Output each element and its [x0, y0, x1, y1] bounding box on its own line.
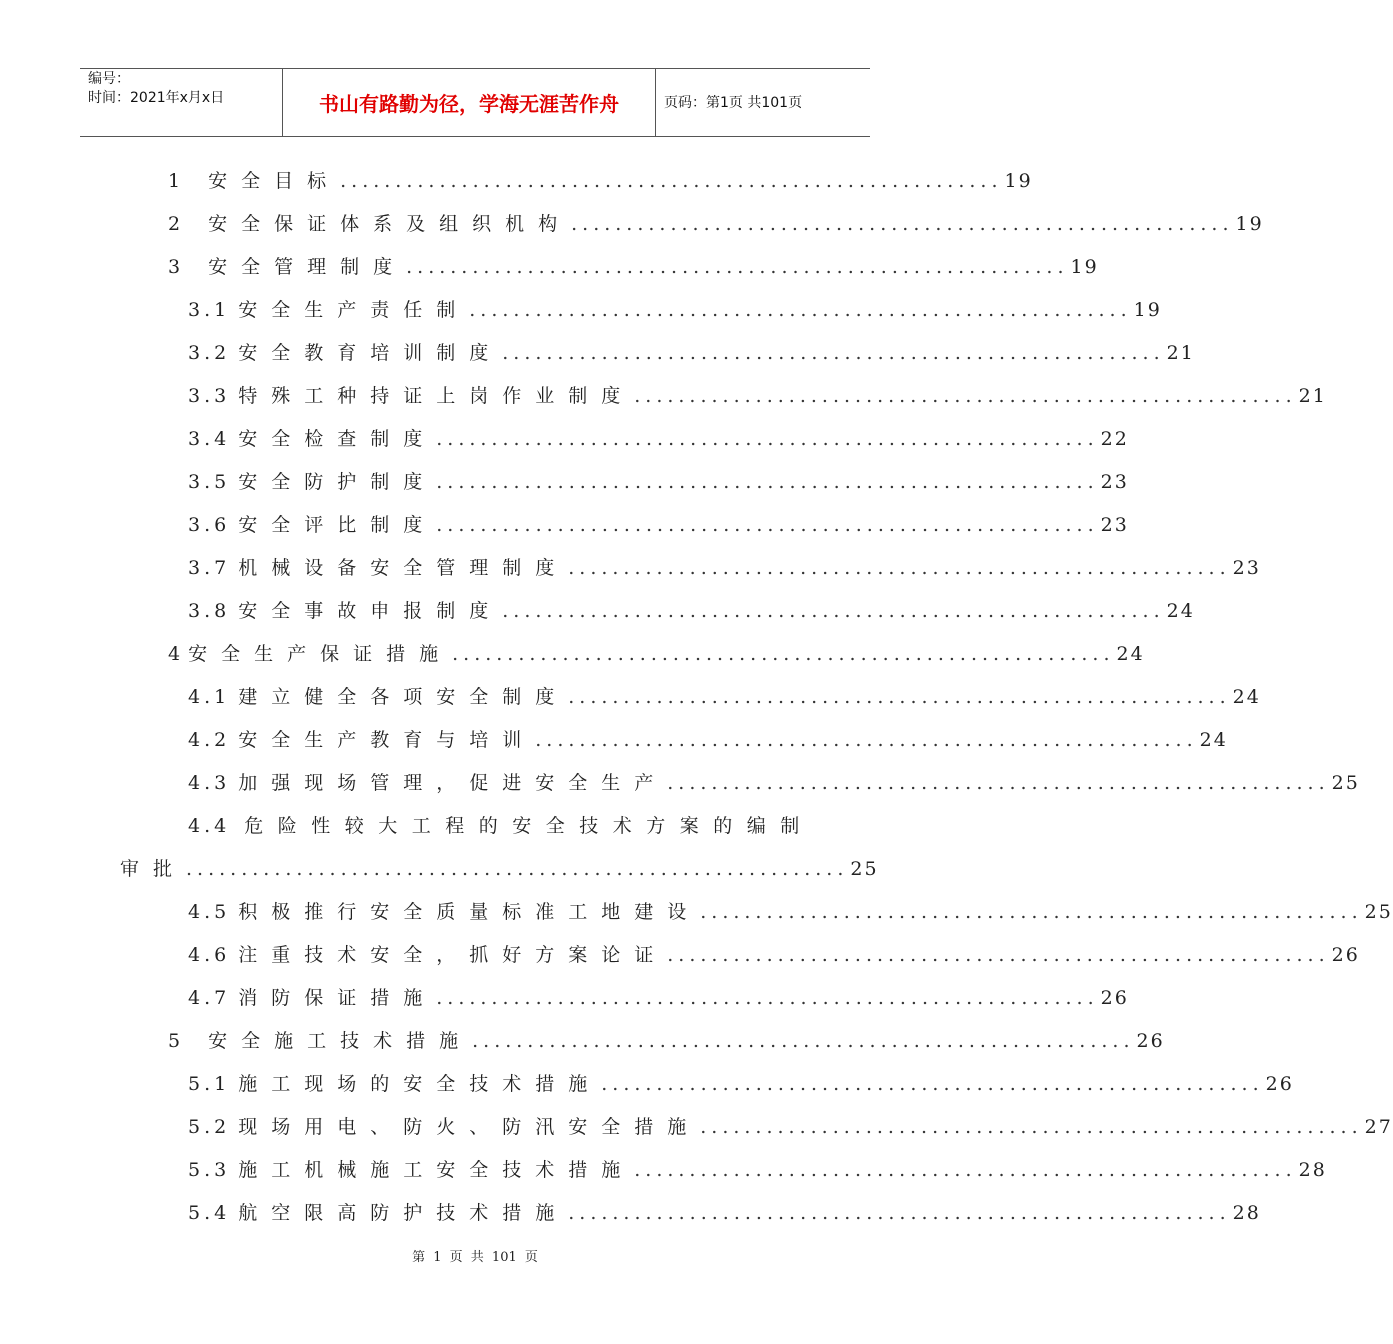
toc-page: 26 [1136, 1030, 1165, 1052]
toc-number: 3.7 [188, 557, 231, 579]
toc-title: 安全防护制度 [238, 471, 437, 493]
toc-number: 5.1 [188, 1073, 231, 1095]
toc-entry-4-1[interactable] [188, 682, 1261, 712]
toc-leader: ............................................................ [634, 385, 1297, 407]
toc-leader: ............................................................ [406, 256, 1069, 278]
toc-page: 23 [1100, 471, 1129, 493]
toc-entry-5-1[interactable] [188, 1069, 1294, 1099]
toc-entry-3-3[interactable] [188, 381, 1327, 411]
toc-entry-3-5[interactable] [188, 467, 1129, 497]
toc-leader: ............................................................ [568, 1202, 1231, 1224]
toc-page: 19 [1004, 170, 1033, 192]
toc-page: 22 [1100, 428, 1129, 450]
toc-page: 26 [1100, 987, 1129, 1009]
toc-leader: ............................................................ [436, 428, 1099, 450]
toc-page: 24 [1232, 686, 1261, 708]
toc-entry-5-3[interactable] [188, 1155, 1327, 1185]
toc-title: 机械设备安全管理制度 [238, 557, 569, 579]
toc-number: 3 [168, 256, 185, 278]
toc-title: 安全生产教育与培训 [238, 729, 536, 751]
toc-title: 加强现场管理，促进安全生产 [238, 772, 668, 794]
toc-page: 28 [1232, 1202, 1261, 1224]
toc-number: 4.4 [188, 815, 231, 837]
toc-number: 3.6 [188, 514, 231, 536]
toc-number: 5.3 [188, 1159, 231, 1181]
toc-title: 安全事故申报制度 [238, 600, 503, 622]
toc-number: 4.1 [188, 686, 231, 708]
toc-number: 4.2 [188, 729, 231, 751]
toc-leader: ............................................................ [340, 170, 1003, 192]
toc-number: 4 [168, 643, 185, 665]
toc-number: 3.1 [188, 299, 231, 321]
toc-page: 28 [1298, 1159, 1327, 1181]
toc-title: 积极推行安全质量标准工地建设 [238, 901, 701, 923]
toc-leader: ............................................................ [667, 944, 1330, 966]
toc-title: 建立健全各项安全制度 [238, 686, 569, 708]
toc-number: 3.8 [188, 600, 231, 622]
toc-entry-4-5[interactable] [188, 897, 1393, 927]
toc-entry-5-4[interactable] [188, 1198, 1261, 1228]
toc-leader: ............................................................ [502, 600, 1165, 622]
toc-number: 5.2 [188, 1116, 231, 1138]
toc-entry-4-2[interactable] [188, 725, 1228, 755]
toc-number: 5 [168, 1030, 185, 1052]
toc-page: 25 [1331, 772, 1360, 794]
toc-title: 施工现场的安全技术措施 [238, 1073, 602, 1095]
toc-leader: ............................................................ [469, 299, 1132, 321]
header-meta [88, 70, 280, 108]
toc-page: 21 [1298, 385, 1327, 407]
toc-leader: ............................................................ [452, 643, 1115, 665]
toc-entry-2[interactable] [168, 209, 1264, 239]
toc-leader: ............................................................ [700, 901, 1363, 923]
toc-title: 安全管理制度 [208, 256, 407, 278]
toc-leader: ............................................................ [667, 772, 1330, 794]
toc-page: 24 [1199, 729, 1228, 751]
toc-leader: ............................................................ [436, 471, 1099, 493]
toc-page: 19 [1235, 213, 1264, 235]
toc-leader: ............................................................ [436, 514, 1099, 536]
toc-entry-1[interactable] [168, 166, 1033, 196]
toc-leader: ............................................................ [502, 342, 1165, 364]
toc-leader: ............................................................ [436, 987, 1099, 1009]
toc-page: 25 [850, 858, 879, 880]
toc-title: 注重技术安全，抓好方案论证 [238, 944, 668, 966]
toc-leader: ............................................................ [601, 1073, 1264, 1095]
toc-entry-5[interactable] [168, 1026, 1165, 1056]
toc-title: 消防保证措施 [238, 987, 437, 1009]
toc-leader: ............................................................ [571, 213, 1234, 235]
toc-title: 施工机械施工安全技术措施 [238, 1159, 635, 1181]
toc-number: 4.5 [188, 901, 231, 923]
toc-leader: ............................................................ [634, 1159, 1297, 1181]
page-footer: 第 1 页 共 101 页 [412, 1250, 538, 1265]
toc-title: 危险性较大工程的安全技术方案的编制 [244, 815, 814, 837]
toc-number: 3.5 [188, 471, 231, 493]
toc-page: 19 [1133, 299, 1162, 321]
toc-entry-3-4[interactable] [188, 424, 1129, 454]
toc-title: 航空限高防护技术措施 [238, 1202, 569, 1224]
toc-entry-4-3[interactable] [188, 768, 1360, 798]
toc-page: 26 [1331, 944, 1360, 966]
toc-page: 23 [1100, 514, 1129, 536]
toc-entry-4-7[interactable] [188, 983, 1129, 1013]
header-divider-right [655, 68, 656, 136]
toc-number: 4.7 [188, 987, 231, 1009]
toc-entry-3-2[interactable] [188, 338, 1195, 368]
toc-entry-3-1[interactable] [188, 295, 1162, 325]
toc-number: 1 [168, 170, 185, 192]
toc-number: 3.4 [188, 428, 231, 450]
toc-entry-3[interactable] [168, 252, 1099, 282]
toc-number: 2 [168, 213, 185, 235]
toc-title: 安全教育培训制度 [238, 342, 503, 364]
toc-title: 特殊工种持证上岗作业制度 [238, 385, 635, 407]
toc-entry-3-7[interactable] [188, 553, 1261, 583]
serial-label: 编号： [88, 71, 130, 87]
toc-title: 安全保证体系及组织机构 [208, 213, 572, 235]
toc-leader: ............................................................ [568, 686, 1231, 708]
toc-entry-4-4-continued[interactable] [120, 854, 879, 884]
toc-entry-3-6[interactable] [188, 510, 1129, 540]
toc-leader: ............................................................ [700, 1116, 1363, 1138]
time-label: 时间：2021年x月x日 [88, 90, 225, 106]
toc-title: 安全检查制度 [238, 428, 437, 450]
toc-number: 4.6 [188, 944, 231, 966]
toc-number: 3.3 [188, 385, 231, 407]
toc-page: 24 [1166, 600, 1195, 622]
header-bottom-rule [80, 136, 870, 137]
toc-page: 25 [1364, 901, 1393, 923]
header-page-info: 页码：第1页 共101页 [664, 95, 803, 111]
toc-page: 21 [1166, 342, 1195, 364]
toc-title: 现场用电、防火、防汛安全措施 [238, 1116, 701, 1138]
toc-leader: ............................................................ [472, 1030, 1135, 1052]
toc-leader: ............................................................ [186, 858, 849, 880]
toc-title: 审批 [120, 858, 187, 880]
toc-page: 24 [1116, 643, 1145, 665]
toc-page: 26 [1265, 1073, 1294, 1095]
toc-page: 19 [1070, 256, 1099, 278]
toc-leader: ............................................................ [535, 729, 1198, 751]
header-motto: 书山有路勤为径，学海无涯苦作舟 [319, 91, 619, 116]
toc-leader: ............................................................ [568, 557, 1231, 579]
toc-title: 安全施工技术措施 [208, 1030, 473, 1052]
toc-number: 5.4 [188, 1202, 231, 1224]
toc-entry-3-8[interactable] [188, 596, 1195, 626]
toc-entry-4-4[interactable] [188, 811, 814, 841]
toc-page: 27 [1364, 1116, 1393, 1138]
toc-entry-5-2[interactable] [188, 1112, 1393, 1142]
toc-entry-4[interactable] [168, 639, 1145, 669]
toc-number: 3.2 [188, 342, 231, 364]
toc-title: 安全目标 [208, 170, 341, 192]
toc-title: 安全生产保证措施 [188, 643, 453, 665]
toc-title: 安全评比制度 [238, 514, 437, 536]
toc-entry-4-6[interactable] [188, 940, 1360, 970]
toc-number: 4.3 [188, 772, 231, 794]
toc-page: 23 [1232, 557, 1261, 579]
toc-title: 安全生产责任制 [238, 299, 470, 321]
